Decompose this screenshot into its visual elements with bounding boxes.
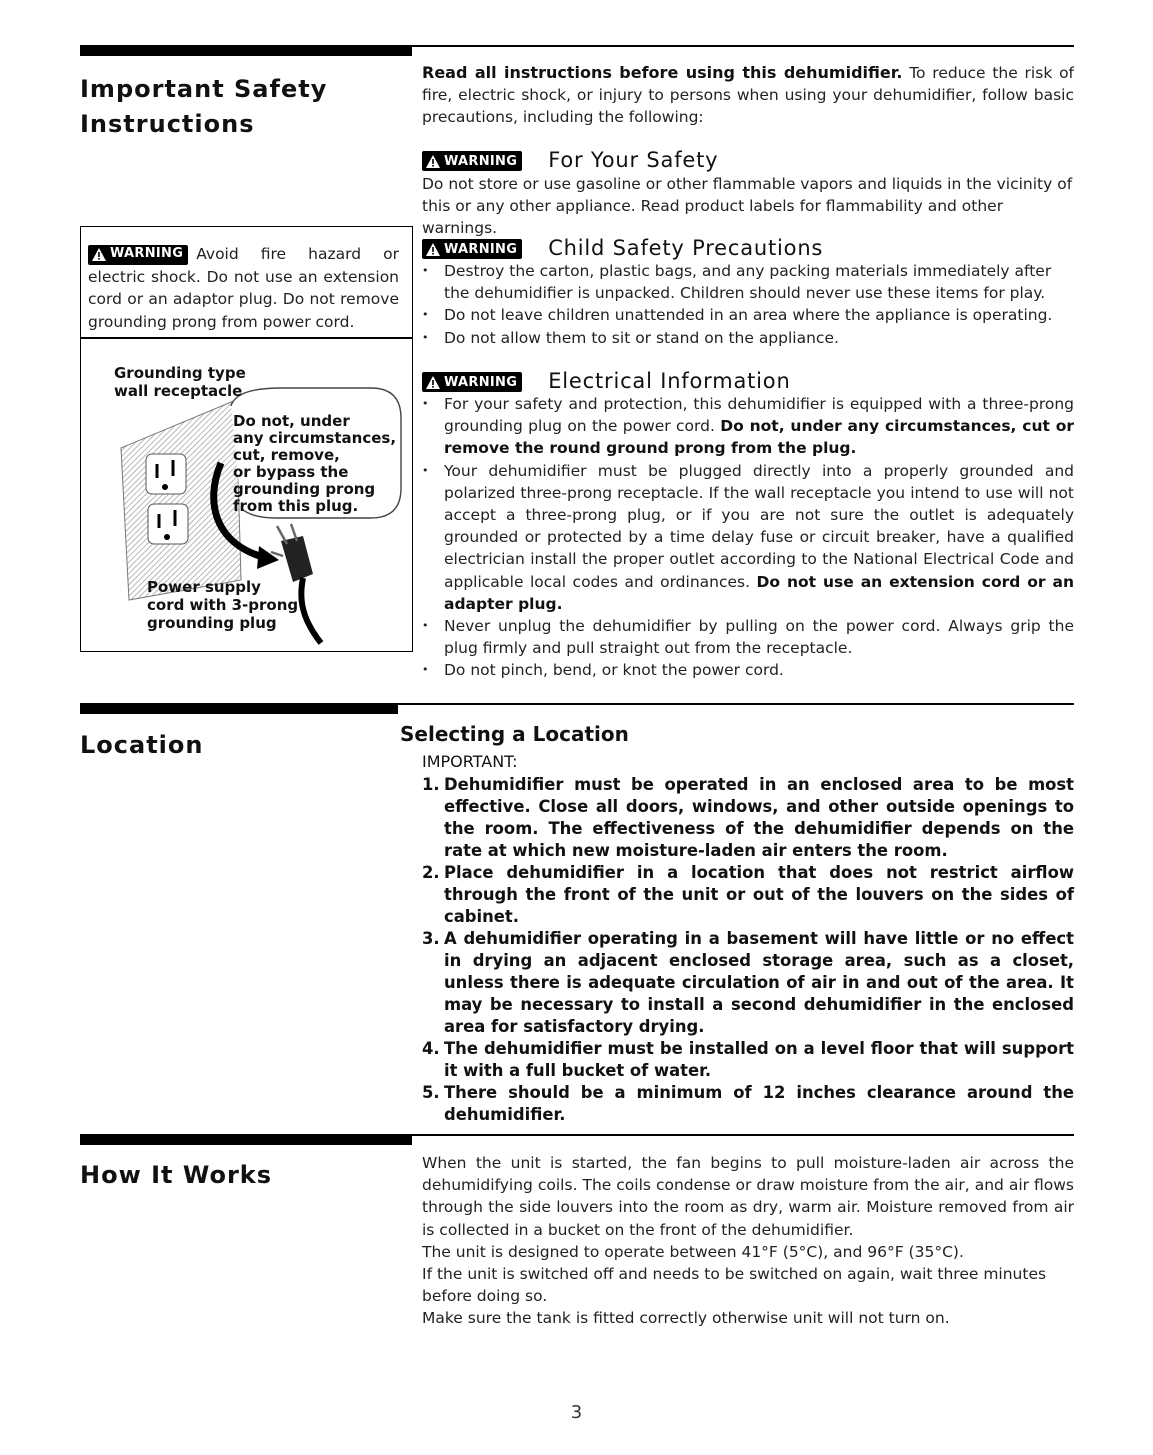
item-text: A dehumidifier operating in a basement will have little or no effect in drying an adjacent enclosed storage area, such as a closet, unless there is adequate circulation of air in and out of the area. It may be necessary to install a second dehumidifier in the enclosed area for satisfactory drying. (444, 929, 1074, 1036)
warning-badge (422, 372, 522, 392)
warning-triangle-icon (91, 247, 107, 262)
section-rule-safety (80, 45, 412, 56)
extension-warning-box (80, 226, 413, 339)
item-text: There should be a minimum of 12 inches clearance around the dehumidifier. (444, 1083, 1074, 1124)
warning-triangle-icon (425, 242, 441, 257)
supply-line: grounding plug (147, 614, 277, 632)
how-text (422, 1152, 1074, 1330)
warning-triangle-icon (425, 375, 441, 390)
item-number: 3. (422, 929, 440, 948)
list-item: • Do not leave children unattended in an area where the appliance is operating. (422, 304, 1074, 326)
how-paragraph: Make sure the tank is fitted correctly otherwise unit will not turn on. (422, 1309, 950, 1328)
how-paragraph: If the unit is switched off and needs to be switched on again, wait three minutes before doing so. (422, 1265, 1047, 1306)
elec-1-bold: Do not, under any circumstances, cut or remove the round ground prong from the plug. (444, 417, 1074, 458)
list-item (422, 393, 1074, 460)
extension-warning-body: Avoid fire hazard or electric shock. Do not use an extension cord or an adaptor plug. Do not remove grounding prong from power cord. (88, 245, 399, 331)
section-rule-how (80, 1134, 412, 1145)
section-rule-safety-thin (412, 45, 1074, 47)
warning-badge (422, 151, 522, 171)
safety-intro (422, 62, 1074, 129)
item-number: 2. (422, 863, 440, 882)
how-section-title: How It Works (80, 1161, 273, 1189)
callout-line: or bypass the (233, 463, 349, 481)
for-safety-heading (422, 148, 718, 172)
child-safety-heading (422, 236, 823, 260)
how-paragraph: When the unit is started, the fan begins to pull moisture-laden air across the dehumidifying coils. The coils condense or draw moisture from the air, and air flows through the side louvers into the room as dry, warm air. Moisture removed from air is collected in a bucket on the front of the dehumidifier. (422, 1154, 1074, 1239)
item-text: Dehumidifier must be operated in an enclosed area to be most effective. Close all doors, windows, and other outside openings to the room. The effectiveness of the dehumidifier depends on the rate at which new moisture-laden air enters the room. (444, 775, 1074, 860)
location-important: IMPORTANT: (422, 752, 518, 771)
warning-badge (88, 245, 188, 265)
extension-warning-text (88, 243, 399, 333)
electrical-heading (422, 369, 791, 393)
warning-badge-label: WARNING (444, 153, 518, 169)
supply-line: cord with 3-prong (147, 596, 299, 614)
section-rule-how-thin (412, 1134, 1074, 1136)
safety-title-line1: Important Safety (80, 75, 328, 103)
list-item (422, 1082, 1074, 1126)
section-rule-location (80, 703, 398, 714)
callout-line: from this plug. (233, 497, 359, 515)
item-number: 5. (422, 1083, 440, 1102)
receptacle-label-2: wall receptacle (114, 382, 243, 400)
for-safety-text: Do not store or use gasoline or other flammable vapors and liquids in the vicinity of this or any other appliance. Read product labels for flammability and other warnings. (422, 175, 1073, 238)
elec-2-text: Your dehumidifier must be plugged directly into a properly grounded and polarized three-prong receptacle. If the wall receptacle you intend to use will not accept a three-prong plug, or if you are not sure the outlet is adequately grounded or protected by a time delay fuse or circuit breaker, have a qualified electrician install the proper outlet according to the National Electrical Code and applicable local codes and ordinances. (444, 461, 1074, 591)
callout-line: grounding prong (233, 480, 376, 498)
safety-intro-rest: To reduce the risk of fire, electric shock, or injury to persons when using your dehumidifier, follow basic precautions, including the following: (422, 64, 1075, 127)
callout-line: cut, remove, (233, 446, 340, 464)
safety-section-title (80, 72, 327, 142)
warning-badge-label: WARNING (444, 241, 518, 257)
page-number: 3 (570, 1402, 583, 1423)
warning-triangle-icon (425, 154, 441, 169)
grounding-figure-box (80, 337, 413, 652)
section-rule-location-thin (398, 703, 1074, 705)
callout-line: Do not, under (233, 412, 350, 430)
safety-intro-bold: Read all instructions before using this dehumidifier. (422, 63, 903, 82)
location-list (422, 774, 1074, 1126)
list-item (422, 774, 1074, 862)
callout-text (233, 413, 396, 515)
supply-line: Power supply (147, 578, 261, 596)
location-subtitle: Selecting a Location (400, 722, 629, 746)
how-paragraph: The unit is designed to operate between 41°F (5°C), and 96°F (35°C). (422, 1242, 964, 1261)
item-number: 4. (422, 1039, 440, 1058)
for-safety-title: For Your Safety (548, 148, 719, 172)
safety-title-line2: Instructions (80, 110, 255, 138)
electrical-list (422, 393, 1074, 682)
child-safety-list (422, 260, 1074, 349)
elec-2-bold: Do not use an extension cord or an adapter plug. (444, 572, 1075, 613)
warning-badge-label: WARNING (444, 374, 518, 390)
elec-1-text: For your safety and protection, this dehumidifier is equipped with a three-prong grounding plug on the power cord. (444, 395, 1074, 436)
list-item (422, 928, 1074, 1038)
warning-badge-label: WARNING (110, 246, 184, 262)
child-safety-title: Child Safety Precautions (548, 236, 824, 260)
list-item: • Never unplug the dehumidifier by pulling on the power cord. Always grip the plug firmly and pull straight out from the receptacle. (422, 615, 1074, 659)
electrical-title: Electrical Information (548, 369, 791, 393)
list-item (422, 1038, 1074, 1082)
item-text: The dehumidifier must be installed on a level floor that will support it with a full bucket of water. (444, 1039, 1074, 1080)
list-item (422, 460, 1074, 615)
receptacle-label (114, 364, 246, 400)
item-number: 1. (422, 775, 440, 794)
supply-cord-label (147, 578, 298, 632)
warning-badge (422, 239, 522, 259)
location-section-title: Location (80, 731, 204, 759)
list-item (422, 862, 1074, 928)
list-item: • Do not allow them to sit or stand on the appliance. (422, 327, 1074, 349)
receptacle-label-1: Grounding type (114, 364, 246, 382)
list-item: • Do not pinch, bend, or knot the power cord. (422, 659, 1074, 681)
callout-line: any circumstances, (233, 429, 397, 447)
list-item: • Destroy the carton, plastic bags, and any packing materials immediately after the dehumidifier is unpacked. Children should never use these items for play. (422, 260, 1074, 304)
item-text: Place dehumidifier in a location that does not restrict airflow through the front of the unit or out of the louvers on the sides of cabinet. (444, 863, 1074, 926)
